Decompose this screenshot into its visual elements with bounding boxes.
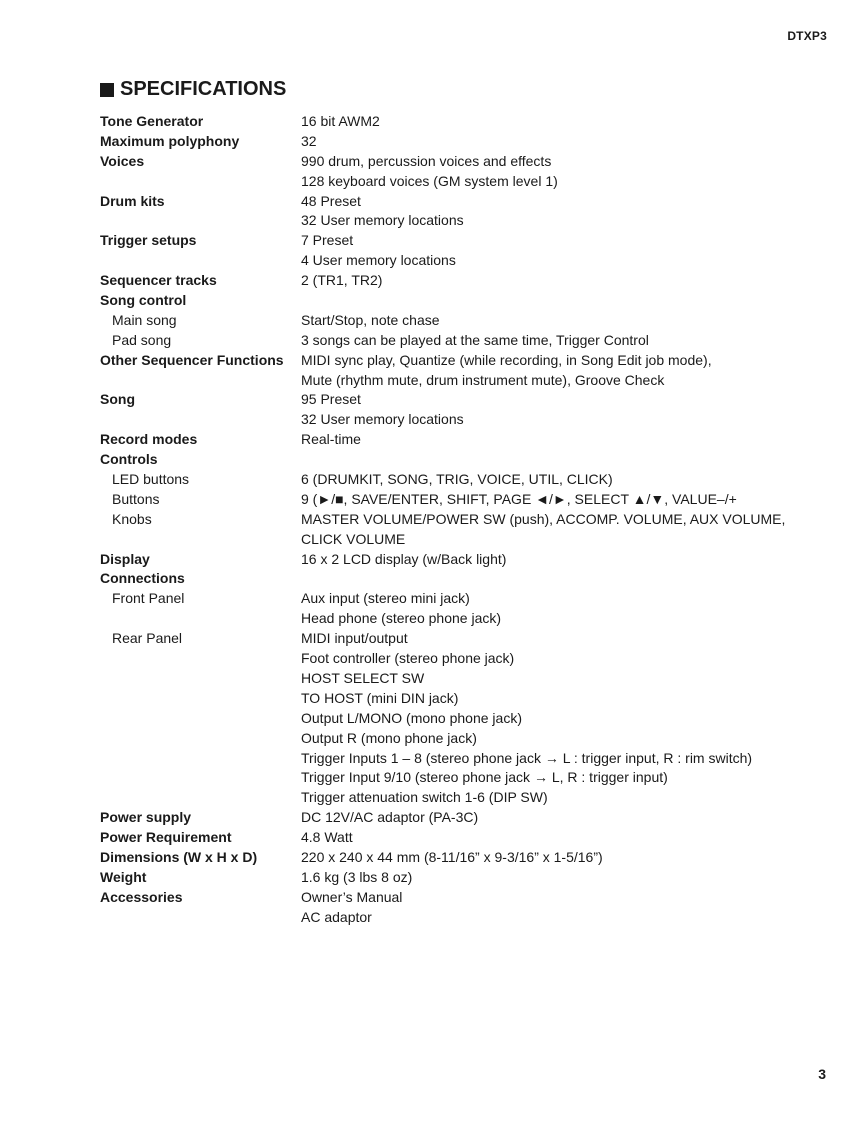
spec-label: [100, 749, 301, 769]
spec-row: [100, 868, 820, 888]
black-square-icon: [100, 83, 114, 97]
spec-row: [100, 888, 820, 908]
spec-label: Sequencer tracks: [100, 272, 217, 289]
spec-value: [301, 450, 820, 470]
spec-value: 32: [301, 132, 317, 149]
spec-label: [100, 410, 301, 430]
spec-row: [100, 768, 820, 788]
spec-value: Trigger attenuation switch 1-6 (DIP SW): [301, 789, 548, 806]
spec-label: Trigger setups: [100, 232, 197, 249]
spec-value: MIDI sync play, Quantize (while recording, in Song Edit job mode),: [301, 351, 712, 368]
spec-row: [100, 569, 820, 589]
spec-row: [100, 331, 820, 351]
spec-row: [100, 729, 820, 749]
spec-label: Voices: [100, 152, 145, 169]
spec-row: [100, 908, 820, 928]
spec-value: 32 User memory locations: [301, 212, 464, 229]
spec-row: [100, 450, 820, 470]
spec-label: [100, 211, 301, 231]
spec-label: Main song: [112, 311, 177, 328]
spec-value: 6 (DRUMKIT, SONG, TRIG, VOICE, UTIL, CLICK): [301, 471, 613, 488]
spec-value: 48 Preset: [301, 192, 361, 209]
spec-value: MIDI input/output: [301, 630, 408, 647]
spec-label: Power supply: [100, 809, 192, 826]
spec-row: [100, 649, 820, 669]
spec-label: Power Requirement: [100, 829, 232, 846]
spec-row: [100, 609, 820, 629]
page-number: 3: [818, 1066, 826, 1082]
spec-row: [100, 788, 820, 808]
spec-value: MASTER VOLUME/POWER SW (push), ACCOMP. VOLUME, AUX VOLUME,: [301, 510, 786, 527]
spec-label: [100, 609, 301, 629]
spec-value: TO HOST (mini DIN jack): [301, 689, 459, 706]
spec-value: HOST SELECT SW: [301, 669, 425, 686]
spec-value: Trigger Input 9/10 (stereo phone jack → L, R : trigger input): [301, 769, 668, 786]
spec-value: Output R (mono phone jack): [301, 729, 477, 746]
spec-label: [100, 689, 301, 709]
spec-label: Display: [100, 550, 150, 567]
spec-label: Song control: [100, 292, 187, 309]
spec-value: Trigger Inputs 1 – 8 (stereo phone jack → L : trigger input, R : rim switch): [301, 749, 753, 766]
spec-value: AC adaptor: [301, 908, 372, 925]
spec-label: Tone Generator: [100, 113, 204, 129]
spec-label: Buttons: [112, 490, 160, 507]
spec-row: [100, 231, 820, 251]
spec-label: Maximum polyphony: [100, 132, 240, 149]
spec-row: [100, 112, 820, 132]
spec-row: [100, 291, 820, 311]
specifications-table: [100, 112, 820, 928]
spec-value: 95 Preset: [301, 391, 361, 408]
model-code: DTXP3: [787, 29, 827, 43]
spec-value: 16 x 2 LCD display (w/Back light): [301, 550, 507, 567]
spec-row: [100, 828, 820, 848]
spec-label: [100, 729, 301, 749]
spec-value: [301, 569, 820, 589]
spec-value: 32 User memory locations: [301, 411, 464, 428]
spec-row: [100, 152, 820, 172]
spec-row: [100, 251, 820, 271]
spec-value: 9 (►/■, SAVE/ENTER, SHIFT, PAGE ◄/►, SELECT ▲/▼, VALUE–/+: [301, 490, 737, 507]
spec-row: [100, 430, 820, 450]
spec-value: DC 12V/AC adaptor (PA-3C): [301, 809, 479, 826]
spec-label: [100, 649, 301, 669]
spec-label: [100, 669, 301, 689]
spec-row: [100, 490, 820, 510]
spec-label: [100, 371, 301, 391]
spec-row: [100, 808, 820, 828]
spec-value: Start/Stop, note chase: [301, 311, 440, 328]
spec-value: Foot controller (stereo phone jack): [301, 650, 515, 667]
spec-row: [100, 390, 820, 410]
spec-label: [100, 251, 301, 271]
spec-label: Front Panel: [112, 590, 185, 607]
spec-row: [100, 470, 820, 490]
spec-row: [100, 211, 820, 231]
spec-row: [100, 709, 820, 729]
spec-value: 7 Preset: [301, 232, 354, 249]
section-title: [100, 78, 286, 101]
spec-label: Dimensions (W x H x D): [100, 848, 258, 865]
spec-label: Accessories: [100, 888, 183, 905]
spec-label: [100, 709, 301, 729]
spec-row: [100, 132, 820, 152]
spec-label: Drum kits: [100, 192, 165, 209]
spec-label: Knobs: [112, 510, 152, 527]
spec-label: [100, 530, 301, 550]
spec-value: 4 User memory locations: [301, 252, 456, 269]
spec-value: Head phone (stereo phone jack): [301, 610, 502, 627]
spec-value: 1.6 kg (3 lbs 8 oz): [301, 868, 413, 885]
spec-value: 2 (TR1, TR2): [301, 272, 383, 289]
spec-label: Record modes: [100, 431, 198, 448]
spec-row: [100, 550, 820, 570]
spec-row: [100, 589, 820, 609]
section-title-text: SPECIFICATIONS: [120, 78, 287, 100]
spec-row: [100, 371, 820, 391]
spec-value: Aux input (stereo mini jack): [301, 590, 470, 607]
spec-row: [100, 629, 820, 649]
spec-label: Rear Panel: [112, 630, 183, 647]
spec-row: [100, 848, 820, 868]
spec-label: Other Sequencer Functions: [100, 351, 284, 368]
spec-label: Weight: [100, 868, 147, 885]
spec-row: [100, 271, 820, 291]
spec-value: [301, 291, 820, 311]
spec-value: CLICK VOLUME: [301, 530, 406, 547]
spec-label: [100, 908, 301, 928]
spec-value: Real-time: [301, 431, 361, 448]
spec-label: Pad song: [112, 331, 172, 348]
spec-label: [100, 172, 301, 192]
spec-value: Mute (rhythm mute, drum instrument mute), Groove Check: [301, 371, 665, 388]
spec-row: [100, 351, 820, 371]
spec-value: 220 x 240 x 44 mm (8-11/16” x 9-3/16” x 1-5/16”): [301, 848, 603, 865]
spec-value: 990 drum, percussion voices and effects: [301, 152, 552, 169]
spec-label: LED buttons: [112, 471, 190, 488]
spec-row: [100, 410, 820, 430]
spec-row: [100, 311, 820, 331]
spec-value: 3 songs can be played at the same time, Trigger Control: [301, 331, 649, 348]
spec-row: [100, 749, 820, 769]
spec-value: 4.8 Watt: [301, 829, 353, 846]
spec-row: [100, 669, 820, 689]
spec-value: Output L/MONO (mono phone jack): [301, 709, 522, 726]
spec-label: [100, 788, 301, 808]
spec-value: 16 bit AWM2: [301, 113, 380, 129]
spec-row: [100, 530, 820, 550]
spec-row: [100, 192, 820, 212]
spec-row: [100, 689, 820, 709]
spec-value: 128 keyboard voices (GM system level 1): [301, 172, 558, 189]
spec-label: Connections: [100, 570, 185, 587]
spec-label: Controls: [100, 451, 158, 468]
spec-row: [100, 510, 820, 530]
spec-row: [100, 172, 820, 192]
spec-value: Owner’s Manual: [301, 888, 403, 905]
spec-label: Song: [100, 391, 135, 408]
spec-label: [100, 768, 301, 788]
